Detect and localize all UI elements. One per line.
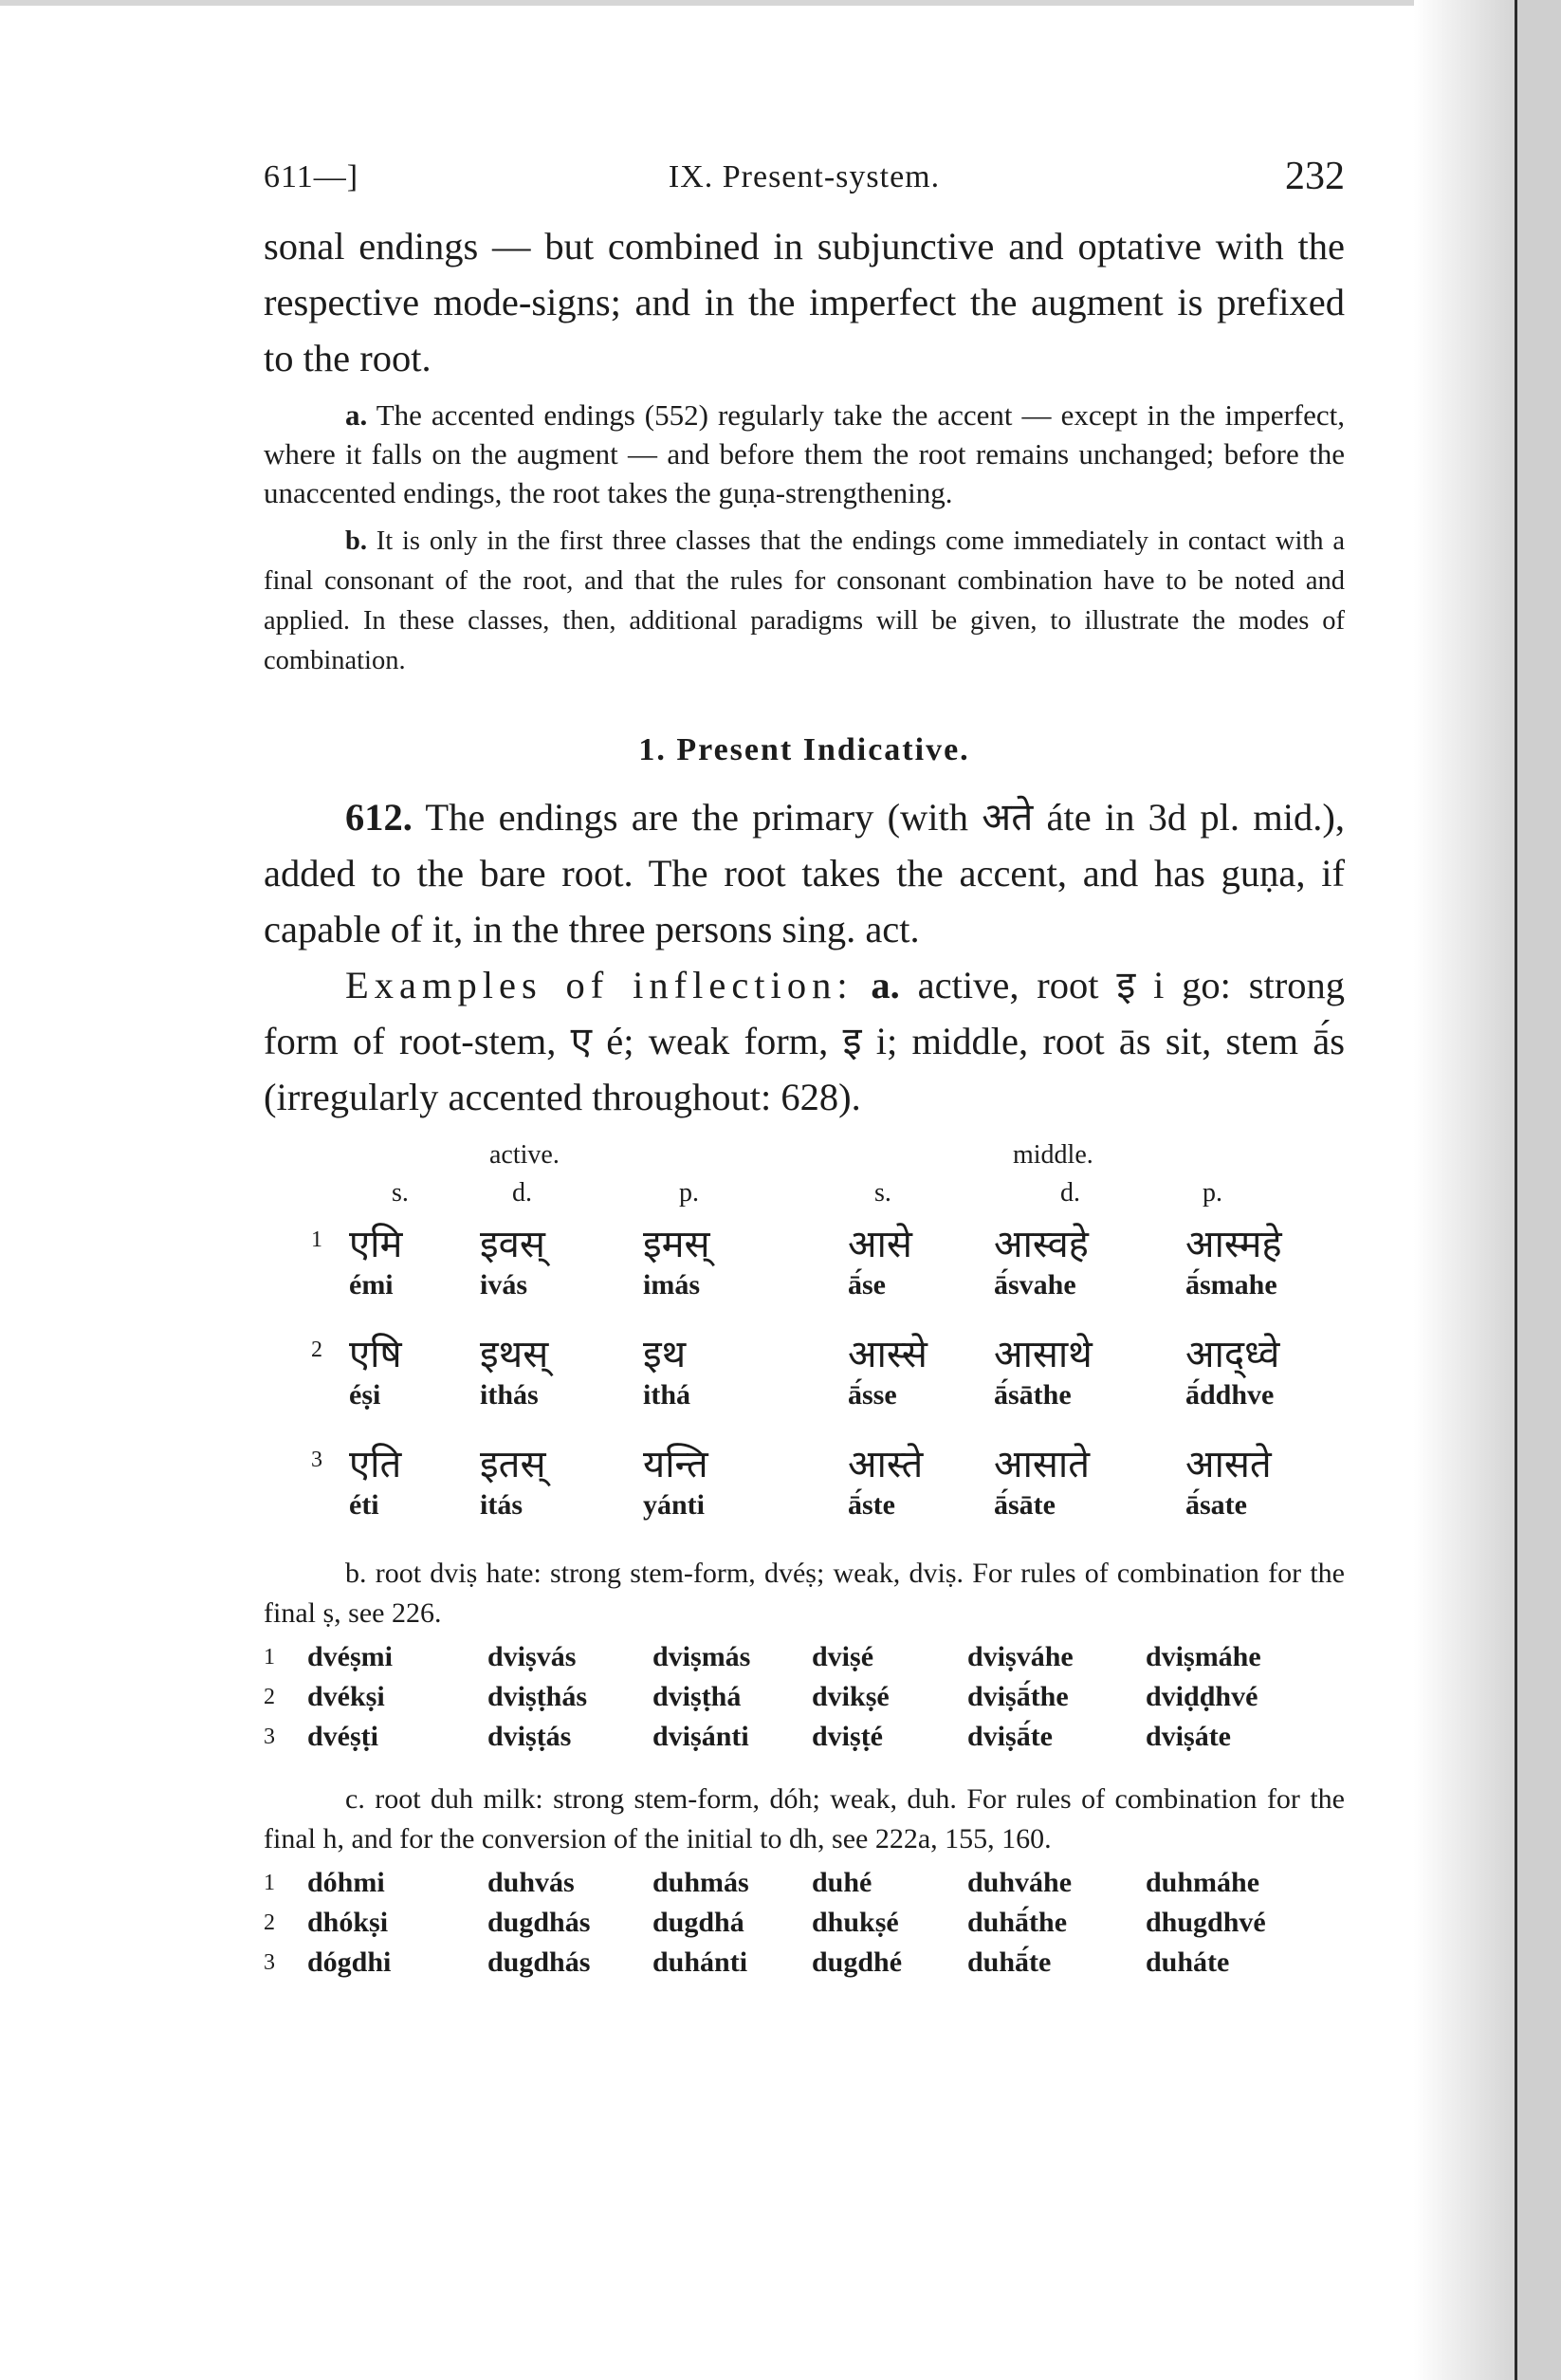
transliterated-form: ā́ddhve bbox=[1185, 1379, 1275, 1411]
col-label-p-active: p. bbox=[679, 1178, 699, 1208]
col-label-s-middle: s. bbox=[874, 1178, 891, 1208]
person-number: 3 bbox=[264, 1725, 275, 1749]
devanagari-form: इथ bbox=[643, 1333, 687, 1376]
transliterated-form: imás bbox=[643, 1269, 700, 1301]
transliterated-form: ā́sāte bbox=[994, 1489, 1056, 1521]
transliterated-form: ā́sse bbox=[848, 1379, 897, 1411]
verb-form: duhánti bbox=[652, 1946, 748, 1978]
verb-form: duhmás bbox=[652, 1867, 749, 1898]
transliterated-form: ithás bbox=[480, 1379, 539, 1411]
verb-form: dóhmi bbox=[307, 1867, 385, 1898]
verb-form: dviḍḍhvé bbox=[1146, 1681, 1258, 1712]
verb-form: dvikṣé bbox=[812, 1681, 890, 1712]
person-number: 3 bbox=[311, 1448, 322, 1472]
section-612-number: 612. bbox=[345, 796, 413, 839]
group-label-active: active. bbox=[489, 1140, 560, 1170]
person-number: 3 bbox=[264, 1950, 275, 1975]
verb-form: dviṣā́the bbox=[967, 1681, 1069, 1712]
note-b-letter: b. bbox=[345, 526, 367, 556]
note-a bbox=[264, 396, 1345, 512]
paragraph-b: b. root dviṣ hate: strong stem-form, dvéṣ; weak, dviṣ. For rules of combination for the final ṣ, see 226. bbox=[264, 1558, 1345, 1629]
verb-form: dviṣmás bbox=[652, 1641, 751, 1672]
paragraph-c: c. root duh milk: strong stem-form, dóh; weak, duh. For rules of combination for the final h, and for the conversion of the initial to dh, see 222a, 155, 160. bbox=[264, 1783, 1345, 1854]
conjugation-row bbox=[264, 1907, 1345, 1946]
verb-form: dviṣé bbox=[812, 1641, 874, 1672]
transliterated-form: ā́ste bbox=[848, 1489, 895, 1521]
group-label-middle: middle. bbox=[1013, 1140, 1093, 1170]
verb-form: dviṣvás bbox=[487, 1641, 577, 1672]
devanagari-form: एषि bbox=[349, 1333, 402, 1376]
person-number: 2 bbox=[311, 1338, 322, 1362]
transliterated-form: éṣi bbox=[349, 1379, 381, 1411]
conjugation-row bbox=[264, 1721, 1345, 1761]
verb-form: dógdhi bbox=[307, 1946, 392, 1978]
verb-form: dviṣváhe bbox=[967, 1641, 1074, 1672]
verb-form: dviṣṭhá bbox=[652, 1681, 742, 1712]
verb-form: dugdhé bbox=[812, 1946, 903, 1978]
transliterated-form: ivás bbox=[480, 1269, 528, 1301]
col-label-d-active: d. bbox=[512, 1178, 532, 1208]
transliterated-form: émi bbox=[349, 1269, 394, 1301]
intro-paragraph: sonal endings — but combined in subjunctive and optative with the respective mode-signs; and in the imperfect the augment is prefixed to the root. bbox=[264, 225, 1345, 379]
devanagari-form: इमस् bbox=[643, 1223, 710, 1266]
person-number: 1 bbox=[264, 1645, 275, 1670]
verb-form: duháte bbox=[1146, 1946, 1230, 1978]
verb-form: duhé bbox=[812, 1867, 872, 1898]
person-number: 1 bbox=[264, 1871, 275, 1895]
verb-form: dvékṣi bbox=[307, 1681, 385, 1712]
conjugation-row bbox=[264, 1641, 1345, 1681]
verb-form: dugdhá bbox=[652, 1907, 744, 1938]
devanagari-form: इवस् bbox=[480, 1223, 545, 1266]
verb-form: duhā́the bbox=[967, 1907, 1068, 1938]
verb-form: duhváhe bbox=[967, 1867, 1073, 1898]
examples-lead: Examples of inflection: bbox=[345, 964, 854, 1006]
section-612-text: The endings are the primary (with अते áte in 3d pl. mid.), added to the bare root. The root takes the accent, and has guṇa, if capable of it, in the three persons sing. act. bbox=[264, 796, 1345, 950]
examples-paragraph bbox=[264, 957, 1345, 1125]
verb-form: dviṣṭás bbox=[487, 1721, 572, 1752]
page-number: 232 bbox=[1285, 155, 1345, 198]
conjugation-b bbox=[264, 1641, 1345, 1764]
conjugation-c bbox=[264, 1867, 1345, 1990]
devanagari-form: यन्ति bbox=[643, 1443, 708, 1486]
conjugation-row bbox=[264, 1867, 1345, 1907]
verb-form: dviṣánti bbox=[652, 1721, 749, 1752]
devanagari-form: आसे bbox=[848, 1223, 912, 1266]
verb-form: dhugdhvé bbox=[1146, 1907, 1266, 1938]
examples-letter: a. bbox=[871, 964, 900, 1006]
conjugation-row bbox=[264, 1681, 1345, 1721]
conjugation-row bbox=[264, 1946, 1345, 1986]
devanagari-form: आसते bbox=[1185, 1443, 1272, 1486]
verb-form: dviṣáte bbox=[1146, 1721, 1231, 1752]
transliterated-form: éti bbox=[349, 1489, 379, 1521]
devanagari-form: आद्ध्वे bbox=[1185, 1333, 1280, 1376]
devanagari-form: एति bbox=[349, 1443, 402, 1486]
verb-form: dugdhás bbox=[487, 1907, 591, 1938]
verb-form: duhmáhe bbox=[1146, 1867, 1260, 1898]
verb-form: dviṣṭé bbox=[812, 1721, 883, 1752]
transliterated-form: ā́svahe bbox=[994, 1269, 1076, 1301]
person-number: 2 bbox=[264, 1685, 275, 1709]
devanagari-form: एमि bbox=[349, 1223, 403, 1266]
running-head bbox=[264, 133, 1345, 218]
devanagari-form: आस्से bbox=[848, 1333, 927, 1376]
devanagari-form: इतस् bbox=[480, 1443, 546, 1486]
verb-form: dvéṣṭi bbox=[307, 1721, 378, 1752]
verb-form: dvéṣmi bbox=[307, 1641, 393, 1672]
note-b-text: It is only in the first three classes that the endings come immediately in contact with a final consonant of the root, and that the rules for consonant combination have to be noted and applied. In these classes, then, additional paradigms will be given, to illustrate the modes of combination. bbox=[264, 526, 1345, 675]
person-number: 1 bbox=[311, 1227, 322, 1252]
person-number: 2 bbox=[264, 1910, 275, 1935]
section-heading: 1. Present Indicative. bbox=[638, 732, 970, 767]
note-b bbox=[264, 522, 1345, 681]
verb-form: dviṣmáhe bbox=[1146, 1641, 1261, 1672]
book-page bbox=[264, 133, 1345, 1990]
verb-form: dugdhás bbox=[487, 1946, 591, 1978]
page-binding-edge bbox=[1515, 0, 1561, 2380]
examples-text: active, root इ i go: strong form of root-stem, ए é; weak form, इ i; middle, root ās sit, stem ā́s (irregularly accented throughout: 628). bbox=[264, 964, 1346, 1118]
devanagari-form: आसाथे bbox=[994, 1333, 1093, 1376]
devanagari-form: इथस् bbox=[480, 1333, 549, 1376]
note-a-text: The accented endings (552) regularly take the accent — except in the imperfect, where it falls on the augment — and before them the root remains unchanged; before the unaccented endings, the root takes the guṇa-strengthening. bbox=[264, 398, 1345, 509]
col-label-d-middle: d. bbox=[1060, 1178, 1080, 1208]
section-612 bbox=[264, 789, 1345, 957]
verb-form: duhā́te bbox=[967, 1946, 1052, 1978]
paradigm-table-a bbox=[264, 1140, 1345, 1539]
note-a-letter: a. bbox=[345, 398, 368, 432]
verb-form: dhókṣi bbox=[307, 1907, 389, 1938]
transliterated-form: itás bbox=[480, 1489, 523, 1521]
verb-form: dviṣā́te bbox=[967, 1721, 1053, 1752]
transliterated-form: ā́sāthe bbox=[994, 1379, 1072, 1411]
transliterated-form: ā́se bbox=[848, 1269, 886, 1301]
transliterated-form: ā́sate bbox=[1185, 1489, 1247, 1521]
devanagari-form: आस्ते bbox=[848, 1443, 924, 1486]
transliterated-form: yánti bbox=[643, 1489, 706, 1521]
page-top-edge bbox=[0, 0, 1561, 6]
col-label-p-middle: p. bbox=[1203, 1178, 1222, 1208]
devanagari-form: आसाते bbox=[994, 1443, 1091, 1486]
col-label-s-active: s. bbox=[392, 1178, 409, 1208]
verb-form: dhukṣé bbox=[812, 1907, 899, 1938]
section-marker: 611—] bbox=[264, 159, 359, 194]
devanagari-form: आस्महे bbox=[1185, 1223, 1282, 1266]
devanagari-form: आस्वहे bbox=[994, 1223, 1089, 1266]
verb-form: dviṣṭhás bbox=[487, 1681, 588, 1712]
verb-form: duhvás bbox=[487, 1867, 575, 1898]
transliterated-form: ā́smahe bbox=[1185, 1269, 1277, 1301]
transliterated-form: ithá bbox=[643, 1379, 691, 1411]
chapter-title: IX. Present-system. bbox=[668, 159, 941, 194]
